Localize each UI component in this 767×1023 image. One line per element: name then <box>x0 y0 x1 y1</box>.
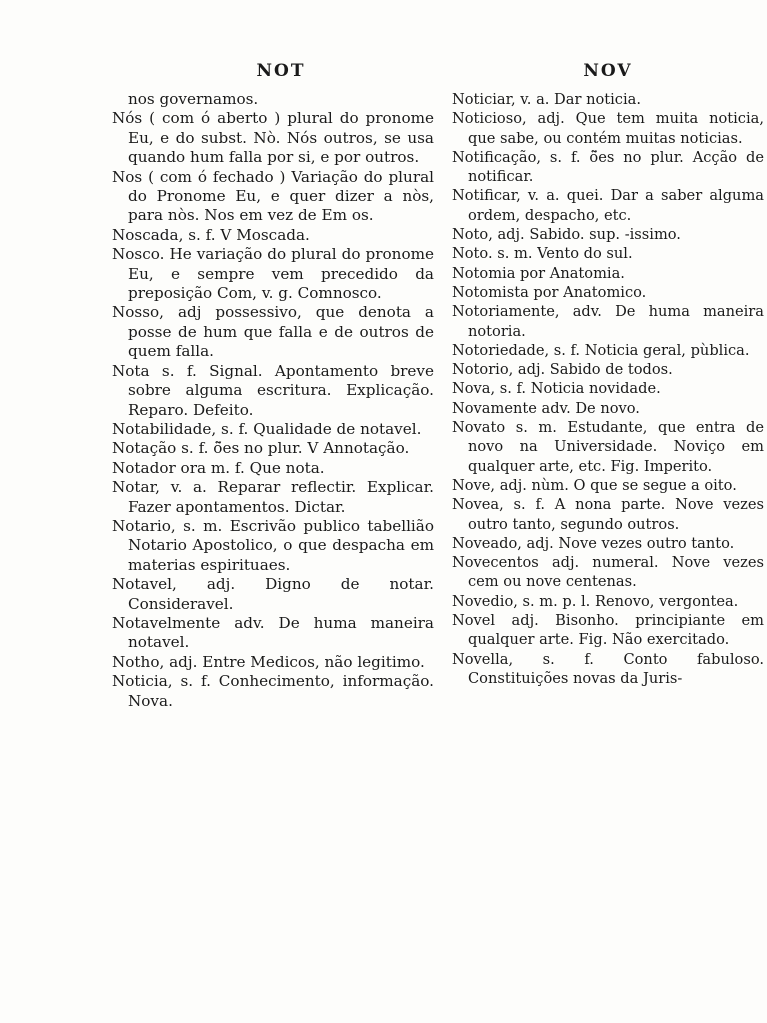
dictionary-entry: Notho, adj. Entre Medicos, não legitimo. <box>112 652 425 671</box>
dictionary-entry: Notabilidade, s. f. Qualidade de notavel. <box>112 419 422 438</box>
dictionary-entry: Notificação, s. f. õ̃es no plur. Acção de notificar. <box>452 148 764 186</box>
dictionary-entry: Noto, adj. Sabido. sup. -issimo. <box>452 226 681 244</box>
left-column <box>112 58 434 711</box>
dictionary-entry: Notorio, adj. Sabido de todos. <box>452 361 673 379</box>
dictionary-entry: Noticia, s. f. Conhecimento, informação. Nova. <box>112 672 434 710</box>
dictionary-entry: Notario, s. m. Escrivão publico tabellião Notario Apostolico, o que despacha em materias espirituaes. <box>112 516 434 574</box>
dictionary-entry: Nove, adj. nùm. O que se segue a oito. <box>452 476 737 494</box>
dictionary-entry: Nos ( com ó fechado ) Variação do plural do Pronome Eu, e quer dizer a nòs, para nòs. Nos em vez de Em os. <box>112 167 434 225</box>
dictionary-entry: Notomista por Anatomico. <box>452 283 647 301</box>
dictionary-entry: Notar, v. a. Reparar reflectir. Explicar. Fazer apontamentos. Dictar. <box>112 478 434 516</box>
dictionary-entry: Novecentos adj. numeral. Nove vezes cem ou nove centenas. <box>452 554 764 591</box>
dictionary-entry: Notoriedade, s. f. Noticia geral, pùblica. <box>452 341 750 359</box>
dictionary-entry: nos governamos. <box>128 90 259 108</box>
right-column <box>452 58 764 688</box>
dictionary-entry: Noveado, adj. Nove vezes outro tanto. <box>452 534 735 552</box>
left-column-header: NOT <box>256 61 306 81</box>
dictionary-entry: Notoriamente, adv. De huma maneira notoria. <box>452 303 764 340</box>
dictionary-entry: Notavel, adj. Digno de notar. Consideravel. <box>112 575 434 613</box>
dictionary-entry: Novella, s. f. Conto fabuloso. Constituições novas da Juris- <box>452 650 764 687</box>
dictionary-entry: Notificar, v. a. quei. Dar a saber alguma ordem, despacho, etc. <box>452 187 764 224</box>
dictionary-entry: Notavelmente adv. De huma maneira notavel. <box>112 613 434 652</box>
right-column-header: NOV <box>583 61 633 81</box>
left-entry-list <box>112 90 434 711</box>
dictionary-entry: Novel adj. Bisonho. principiante em qualquer arte. Fig. Não exercitado. <box>452 612 764 649</box>
dictionary-entry: Nova, s. f. Noticia novidade. <box>452 380 661 398</box>
dictionary-entry: Noscada, s. f. V Moscada. <box>112 225 310 244</box>
dictionary-entry: Noticiar, v. a. Dar noticia. <box>452 91 641 108</box>
dictionary-entry: Novamente adv. De novo. <box>452 399 640 417</box>
dictionary-entry: Novato s. m. Estudante, que entra de novo na Universidade. Noviço em qualquer arte, etc. Fig. Imperito. <box>452 419 764 475</box>
dictionary-entry: Noticioso, adj. Que tem muita noticia, que sabe, ou contém muitas noticias. <box>452 110 764 147</box>
dictionary-entry: Nosso, adj possessivo, que denota a posse de hum que falla e de outros de quem falla. <box>112 303 434 361</box>
dictionary-entry: Notação s. f. õ̃es no plur. V Annotação. <box>112 439 410 458</box>
dictionary-entry: Nota s. f. Signal. Apontamento breve sobre alguma escritura. Explicação. Reparo. Defeito. <box>112 361 434 419</box>
dictionary-entry: Notador ora m. f. Que nota. <box>112 458 325 477</box>
right-entry-list <box>452 90 764 688</box>
dictionary-entry: Nós ( com ó aberto ) plural do pronome Eu, e do subst. Nò. Nós outros, se usa quando hum falla por si, e por outros. <box>112 109 434 167</box>
dictionary-entry: Novea, s. f. A nona parte. Nove vezes outro tanto, segundo outros. <box>452 496 764 533</box>
dictionary-entry: Noto. s. m. Vento do sul. <box>452 245 633 263</box>
dictionary-entry: Nosco. He variação do plural do pronome Eu, e sempre vem precedido da preposição Com, v. g. Comnosco. <box>112 245 434 303</box>
dictionary-entry: Novedio, s. m. p. l. Renovo, vergontea. <box>452 592 739 610</box>
dictionary-entry: Notomia por Anatomia. <box>452 264 625 282</box>
